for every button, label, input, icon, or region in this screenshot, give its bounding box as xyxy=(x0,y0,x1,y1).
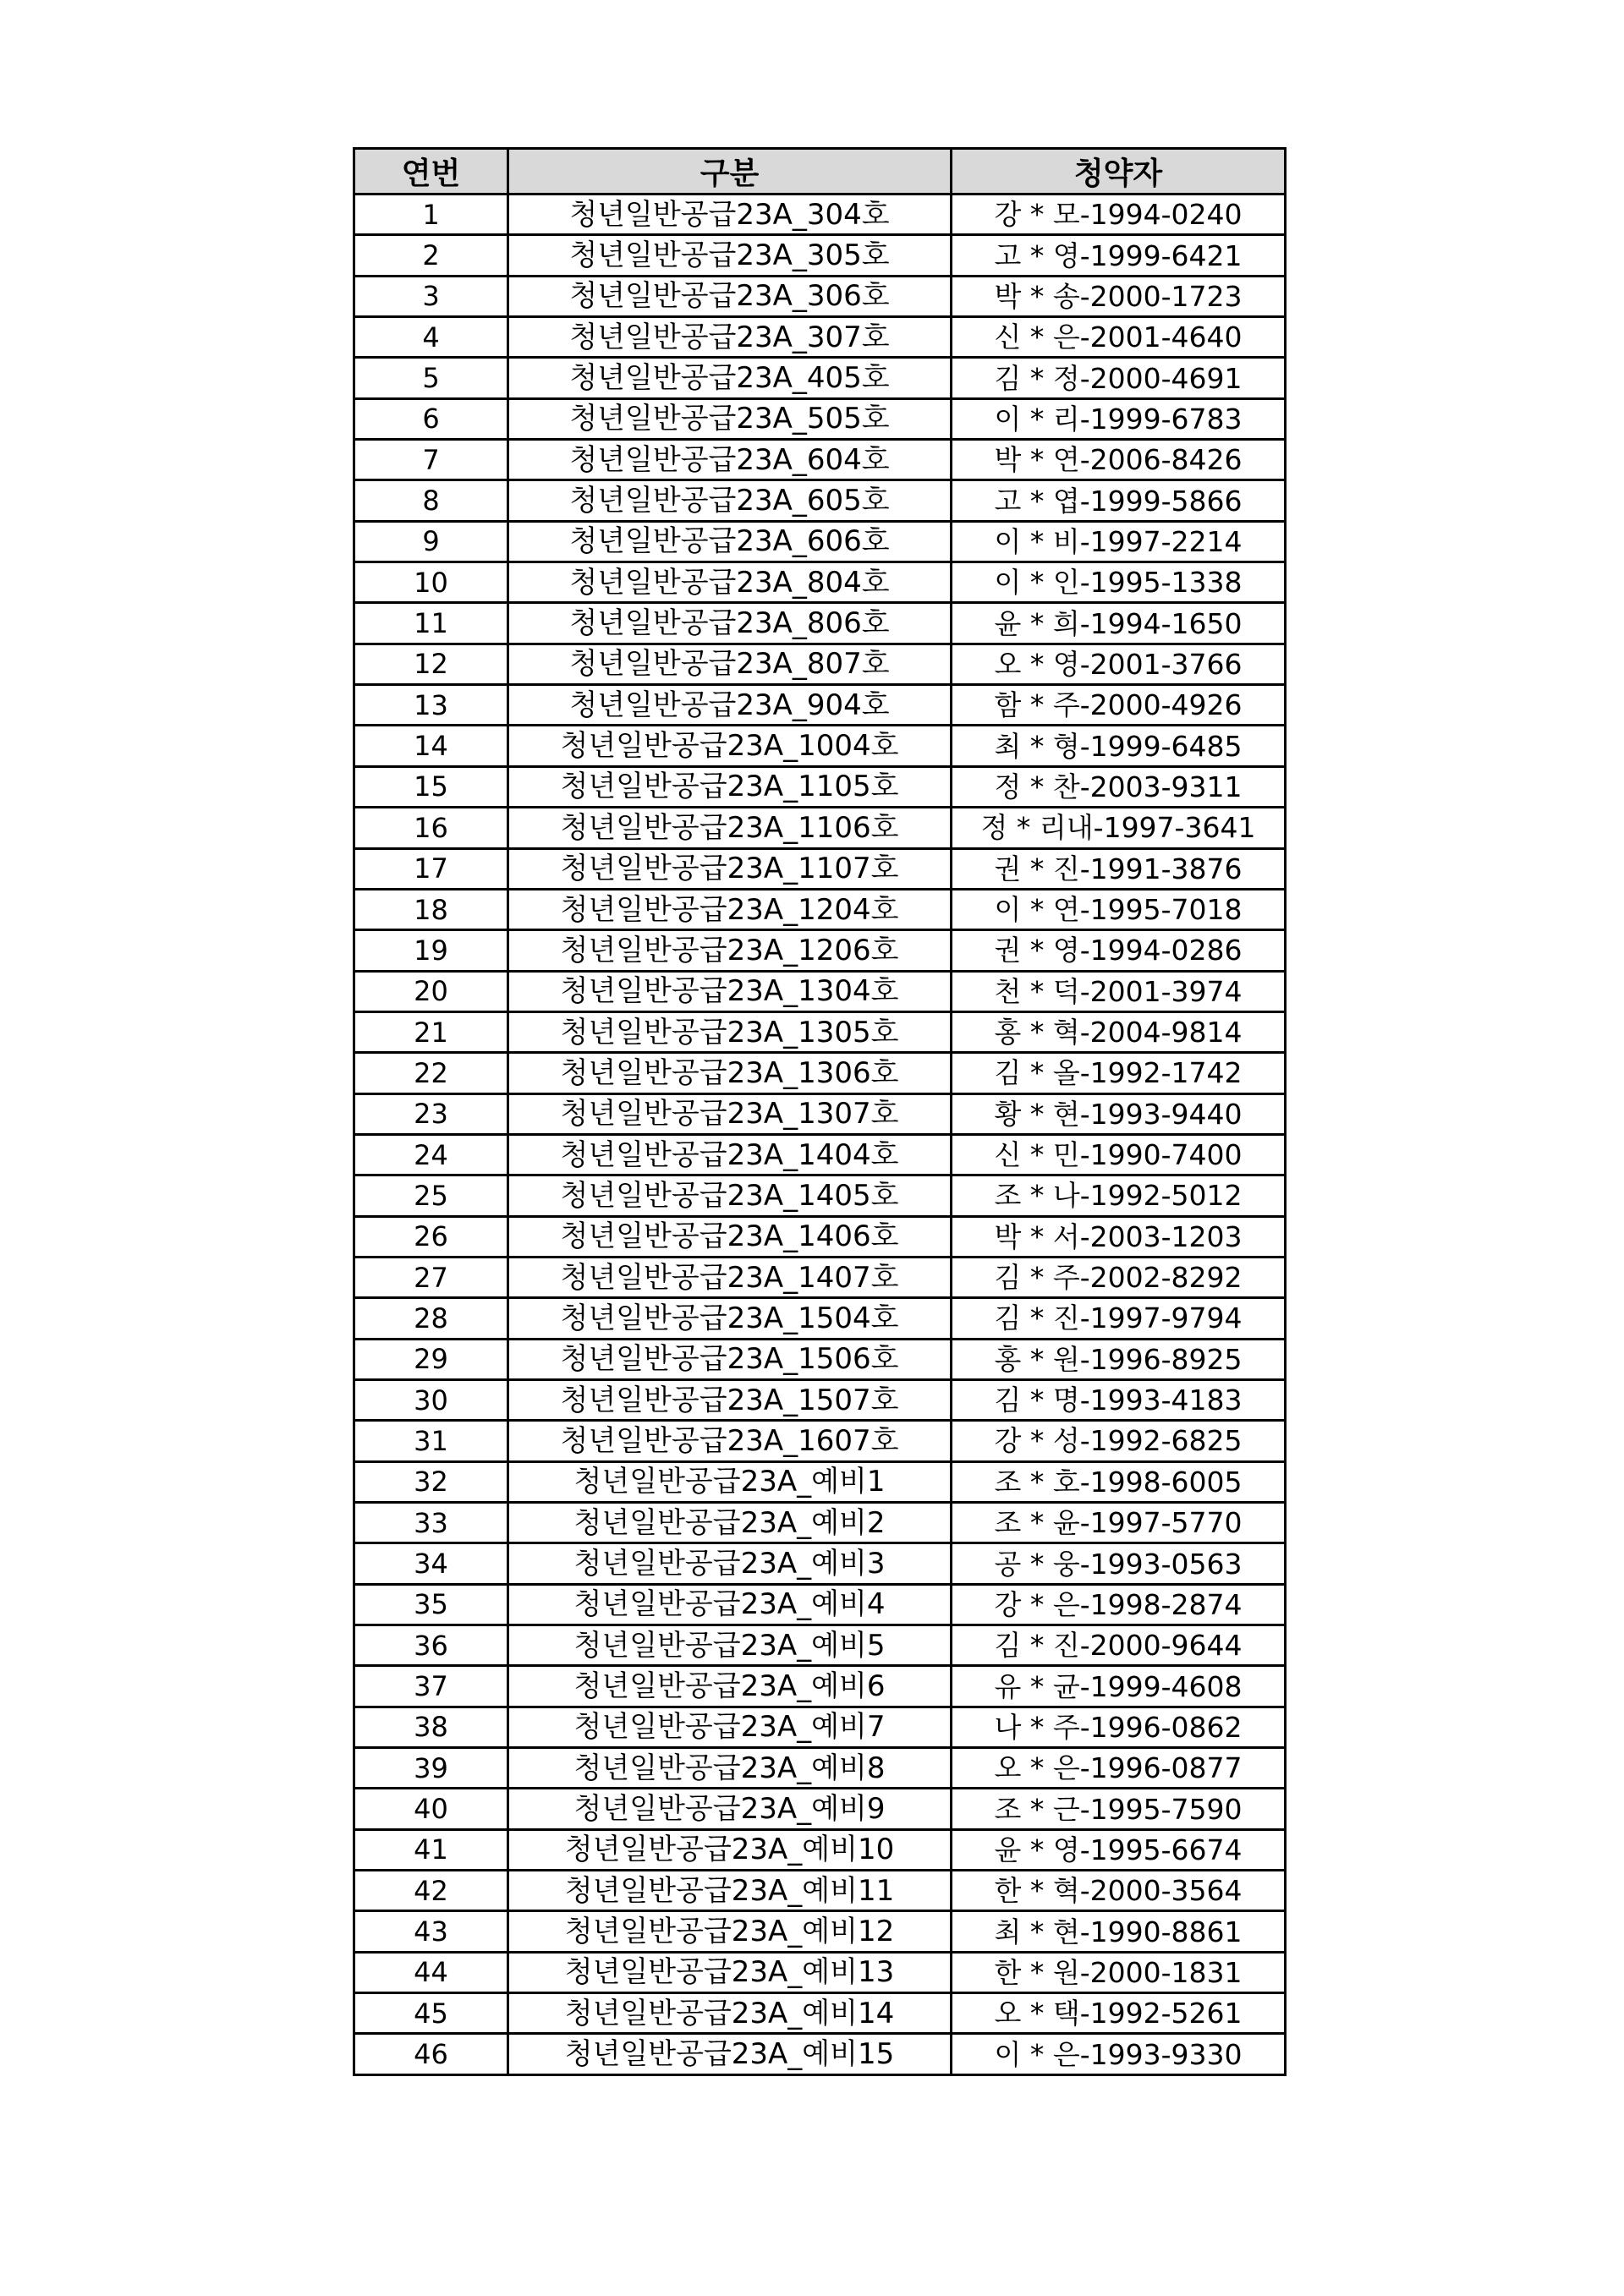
cell-category: 청년일반공급23A_1204호 xyxy=(508,889,952,929)
cell-serial-number: 41 xyxy=(354,1829,508,1870)
cell-serial-number: 4 xyxy=(354,317,508,358)
cell-serial-number: 37 xyxy=(354,1666,508,1707)
cell-serial-number: 6 xyxy=(354,398,508,439)
table-row xyxy=(354,358,1286,398)
cell-category: 청년일반공급23A_806호 xyxy=(508,603,952,644)
table-row xyxy=(354,317,1286,358)
table-row xyxy=(354,1257,1286,1297)
header-applicant: 청약자 xyxy=(952,149,1286,195)
cell-serial-number: 2 xyxy=(354,235,508,276)
cell-serial-number: 18 xyxy=(354,889,508,929)
header-row xyxy=(354,149,1286,195)
cell-serial-number: 3 xyxy=(354,276,508,316)
cell-category: 청년일반공급23A_예비15 xyxy=(508,2034,952,2074)
cell-category: 청년일반공급23A_1407호 xyxy=(508,1257,952,1297)
cell-applicant: 조 * 호-1998-6005 xyxy=(952,1461,1286,1502)
cell-category: 청년일반공급23A_904호 xyxy=(508,685,952,726)
cell-serial-number: 31 xyxy=(354,1421,508,1461)
cell-applicant: 함 * 주-2000-4926 xyxy=(952,685,1286,726)
cell-applicant: 조 * 윤-1997-5770 xyxy=(952,1503,1286,1543)
cell-applicant: 홍 * 혁-2004-9814 xyxy=(952,1011,1286,1052)
cell-category: 청년일반공급23A_505호 xyxy=(508,398,952,439)
cell-serial-number: 26 xyxy=(354,1216,508,1257)
cell-category: 청년일반공급23A_1206호 xyxy=(508,930,952,971)
cell-applicant: 김 * 진-2000-9644 xyxy=(952,1625,1286,1666)
cell-applicant: 이 * 은-1993-9330 xyxy=(952,2034,1286,2074)
table-row xyxy=(354,480,1286,521)
cell-applicant: 박 * 연-2006-8426 xyxy=(952,440,1286,480)
cell-category: 청년일반공급23A_예비10 xyxy=(508,1829,952,1870)
cell-category: 청년일반공급23A_305호 xyxy=(508,235,952,276)
cell-applicant: 이 * 연-1995-7018 xyxy=(952,889,1286,929)
cell-category: 청년일반공급23A_예비11 xyxy=(508,1871,952,1911)
cell-serial-number: 30 xyxy=(354,1379,508,1420)
table-row xyxy=(354,889,1286,929)
cell-applicant: 김 * 주-2002-8292 xyxy=(952,1257,1286,1297)
cell-serial-number: 7 xyxy=(354,440,508,480)
cell-category: 청년일반공급23A_1607호 xyxy=(508,1421,952,1461)
cell-applicant: 공 * 웅-1993-0563 xyxy=(952,1543,1286,1584)
cell-applicant: 김 * 명-1993-4183 xyxy=(952,1379,1286,1420)
table-row xyxy=(354,1093,1286,1134)
applicant-list-sheet xyxy=(353,147,1284,2076)
table-body xyxy=(354,195,1286,2075)
cell-serial-number: 36 xyxy=(354,1625,508,1666)
table-row xyxy=(354,1748,1286,1789)
cell-category: 청년일반공급23A_예비14 xyxy=(508,1993,952,2034)
cell-category: 청년일반공급23A_1004호 xyxy=(508,726,952,766)
header-category: 구분 xyxy=(508,149,952,195)
cell-serial-number: 17 xyxy=(354,848,508,889)
cell-applicant: 권 * 영-1994-0286 xyxy=(952,930,1286,971)
table-row xyxy=(354,1011,1286,1052)
cell-category: 청년일반공급23A_예비2 xyxy=(508,1503,952,1543)
cell-serial-number: 23 xyxy=(354,1093,508,1134)
cell-applicant: 신 * 민-1990-7400 xyxy=(952,1134,1286,1175)
table-row xyxy=(354,1789,1286,1829)
cell-category: 청년일반공급23A_예비1 xyxy=(508,1461,952,1502)
cell-serial-number: 20 xyxy=(354,971,508,1011)
table-row xyxy=(354,1503,1286,1543)
cell-category: 청년일반공급23A_예비7 xyxy=(508,1707,952,1747)
cell-applicant: 한 * 원-2000-1831 xyxy=(952,1952,1286,1992)
cell-applicant: 오 * 영-2001-3766 xyxy=(952,644,1286,684)
cell-applicant: 홍 * 원-1996-8925 xyxy=(952,1339,1286,1379)
table-row xyxy=(354,1339,1286,1379)
cell-category: 청년일반공급23A_304호 xyxy=(508,195,952,235)
cell-category: 청년일반공급23A_1307호 xyxy=(508,1093,952,1134)
cell-applicant: 유 * 균-1999-4608 xyxy=(952,1666,1286,1707)
cell-serial-number: 24 xyxy=(354,1134,508,1175)
cell-category: 청년일반공급23A_605호 xyxy=(508,480,952,521)
cell-serial-number: 22 xyxy=(354,1053,508,1093)
table-row xyxy=(354,1134,1286,1175)
table-row xyxy=(354,971,1286,1011)
table-row xyxy=(354,276,1286,316)
cell-serial-number: 10 xyxy=(354,562,508,603)
cell-applicant: 이 * 인-1995-1338 xyxy=(952,562,1286,603)
table-row xyxy=(354,1707,1286,1747)
table-row xyxy=(354,2034,1286,2074)
cell-applicant: 나 * 주-1996-0862 xyxy=(952,1707,1286,1747)
cell-serial-number: 32 xyxy=(354,1461,508,1502)
table-row xyxy=(354,1379,1286,1420)
cell-applicant: 조 * 나-1992-5012 xyxy=(952,1175,1286,1216)
cell-applicant: 윤 * 영-1995-6674 xyxy=(952,1829,1286,1870)
table-row xyxy=(354,1461,1286,1502)
table-row xyxy=(354,195,1286,235)
cell-category: 청년일반공급23A_307호 xyxy=(508,317,952,358)
cell-category: 청년일반공급23A_예비9 xyxy=(508,1789,952,1829)
table-row xyxy=(354,848,1286,889)
cell-category: 청년일반공급23A_306호 xyxy=(508,276,952,316)
table-row xyxy=(354,1216,1286,1257)
applicant-table xyxy=(353,147,1287,2076)
cell-category: 청년일반공급23A_1404호 xyxy=(508,1134,952,1175)
table-row xyxy=(354,930,1286,971)
cell-applicant: 김 * 올-1992-1742 xyxy=(952,1053,1286,1093)
cell-serial-number: 35 xyxy=(354,1584,508,1625)
table-row xyxy=(354,1543,1286,1584)
cell-category: 청년일반공급23A_예비3 xyxy=(508,1543,952,1584)
cell-category: 청년일반공급23A_예비12 xyxy=(508,1911,952,1952)
cell-category: 청년일반공급23A_1504호 xyxy=(508,1298,952,1339)
cell-applicant: 황 * 현-1993-9440 xyxy=(952,1093,1286,1134)
cell-applicant: 이 * 리-1999-6783 xyxy=(952,398,1286,439)
header-serial-number: 연번 xyxy=(354,149,508,195)
cell-applicant: 정 * 찬-2003-9311 xyxy=(952,766,1286,807)
cell-applicant: 강 * 모-1994-0240 xyxy=(952,195,1286,235)
cell-category: 청년일반공급23A_807호 xyxy=(508,644,952,684)
cell-category: 청년일반공급23A_예비8 xyxy=(508,1748,952,1789)
cell-serial-number: 21 xyxy=(354,1011,508,1052)
cell-applicant: 박 * 서-2003-1203 xyxy=(952,1216,1286,1257)
cell-applicant: 최 * 형-1999-6485 xyxy=(952,726,1286,766)
cell-applicant: 강 * 성-1992-6825 xyxy=(952,1421,1286,1461)
cell-applicant: 이 * 비-1997-2214 xyxy=(952,521,1286,562)
cell-serial-number: 39 xyxy=(354,1748,508,1789)
table-row xyxy=(354,808,1286,848)
cell-serial-number: 42 xyxy=(354,1871,508,1911)
cell-category: 청년일반공급23A_1406호 xyxy=(508,1216,952,1257)
table-row xyxy=(354,1298,1286,1339)
table-row xyxy=(354,766,1286,807)
cell-serial-number: 9 xyxy=(354,521,508,562)
cell-serial-number: 13 xyxy=(354,685,508,726)
cell-category: 청년일반공급23A_604호 xyxy=(508,440,952,480)
cell-applicant: 강 * 은-1998-2874 xyxy=(952,1584,1286,1625)
cell-applicant: 천 * 덕-2001-3974 xyxy=(952,971,1286,1011)
cell-category: 청년일반공급23A_1106호 xyxy=(508,808,952,848)
table-row xyxy=(354,1175,1286,1216)
cell-serial-number: 5 xyxy=(354,358,508,398)
cell-serial-number: 1 xyxy=(354,195,508,235)
cell-serial-number: 12 xyxy=(354,644,508,684)
cell-serial-number: 15 xyxy=(354,766,508,807)
cell-serial-number: 46 xyxy=(354,2034,508,2074)
table-row xyxy=(354,1871,1286,1911)
cell-category: 청년일반공급23A_1107호 xyxy=(508,848,952,889)
cell-applicant: 오 * 은-1996-0877 xyxy=(952,1748,1286,1789)
cell-applicant: 고 * 영-1999-6421 xyxy=(952,235,1286,276)
cell-serial-number: 43 xyxy=(354,1911,508,1952)
table-row xyxy=(354,235,1286,276)
cell-serial-number: 19 xyxy=(354,930,508,971)
cell-applicant: 윤 * 희-1994-1650 xyxy=(952,603,1286,644)
table-header xyxy=(354,149,1286,195)
cell-category: 청년일반공급23A_1306호 xyxy=(508,1053,952,1093)
cell-applicant: 고 * 엽-1999-5866 xyxy=(952,480,1286,521)
table-row xyxy=(354,603,1286,644)
cell-category: 청년일반공급23A_예비5 xyxy=(508,1625,952,1666)
cell-category: 청년일반공급23A_1105호 xyxy=(508,766,952,807)
cell-category: 청년일반공급23A_1506호 xyxy=(508,1339,952,1379)
cell-serial-number: 28 xyxy=(354,1298,508,1339)
cell-serial-number: 25 xyxy=(354,1175,508,1216)
cell-serial-number: 38 xyxy=(354,1707,508,1747)
cell-serial-number: 40 xyxy=(354,1789,508,1829)
table-row xyxy=(354,1829,1286,1870)
cell-applicant: 정 * 리내-1997-3641 xyxy=(952,808,1286,848)
cell-serial-number: 14 xyxy=(354,726,508,766)
table-row xyxy=(354,1053,1286,1093)
table-row xyxy=(354,398,1286,439)
cell-serial-number: 8 xyxy=(354,480,508,521)
cell-category: 청년일반공급23A_1305호 xyxy=(508,1011,952,1052)
cell-applicant: 신 * 은-2001-4640 xyxy=(952,317,1286,358)
cell-serial-number: 16 xyxy=(354,808,508,848)
cell-category: 청년일반공급23A_606호 xyxy=(508,521,952,562)
cell-category: 청년일반공급23A_1304호 xyxy=(508,971,952,1011)
cell-applicant: 김 * 진-1997-9794 xyxy=(952,1298,1286,1339)
cell-applicant: 오 * 택-1992-5261 xyxy=(952,1993,1286,2034)
table-row xyxy=(354,644,1286,684)
cell-applicant: 김 * 정-2000-4691 xyxy=(952,358,1286,398)
cell-serial-number: 45 xyxy=(354,1993,508,2034)
table-row xyxy=(354,1993,1286,2034)
cell-serial-number: 44 xyxy=(354,1952,508,1992)
cell-applicant: 조 * 근-1995-7590 xyxy=(952,1789,1286,1829)
cell-applicant: 최 * 현-1990-8861 xyxy=(952,1911,1286,1952)
cell-serial-number: 34 xyxy=(354,1543,508,1584)
table-row xyxy=(354,1952,1286,1992)
table-row xyxy=(354,1911,1286,1952)
cell-category: 청년일반공급23A_1507호 xyxy=(508,1379,952,1420)
cell-category: 청년일반공급23A_1405호 xyxy=(508,1175,952,1216)
table-row xyxy=(354,1666,1286,1707)
cell-serial-number: 27 xyxy=(354,1257,508,1297)
table-row xyxy=(354,562,1286,603)
table-row xyxy=(354,1625,1286,1666)
table-row xyxy=(354,726,1286,766)
table-row xyxy=(354,1584,1286,1625)
table-row xyxy=(354,440,1286,480)
cell-category: 청년일반공급23A_405호 xyxy=(508,358,952,398)
cell-applicant: 박 * 송-2000-1723 xyxy=(952,276,1286,316)
table-row xyxy=(354,1421,1286,1461)
cell-category: 청년일반공급23A_804호 xyxy=(508,562,952,603)
cell-serial-number: 11 xyxy=(354,603,508,644)
table-row xyxy=(354,685,1286,726)
cell-category: 청년일반공급23A_예비4 xyxy=(508,1584,952,1625)
table-row xyxy=(354,521,1286,562)
cell-category: 청년일반공급23A_예비13 xyxy=(508,1952,952,1992)
cell-applicant: 한 * 혁-2000-3564 xyxy=(952,1871,1286,1911)
cell-serial-number: 29 xyxy=(354,1339,508,1379)
cell-serial-number: 33 xyxy=(354,1503,508,1543)
cell-category: 청년일반공급23A_예비6 xyxy=(508,1666,952,1707)
cell-applicant: 권 * 진-1991-3876 xyxy=(952,848,1286,889)
